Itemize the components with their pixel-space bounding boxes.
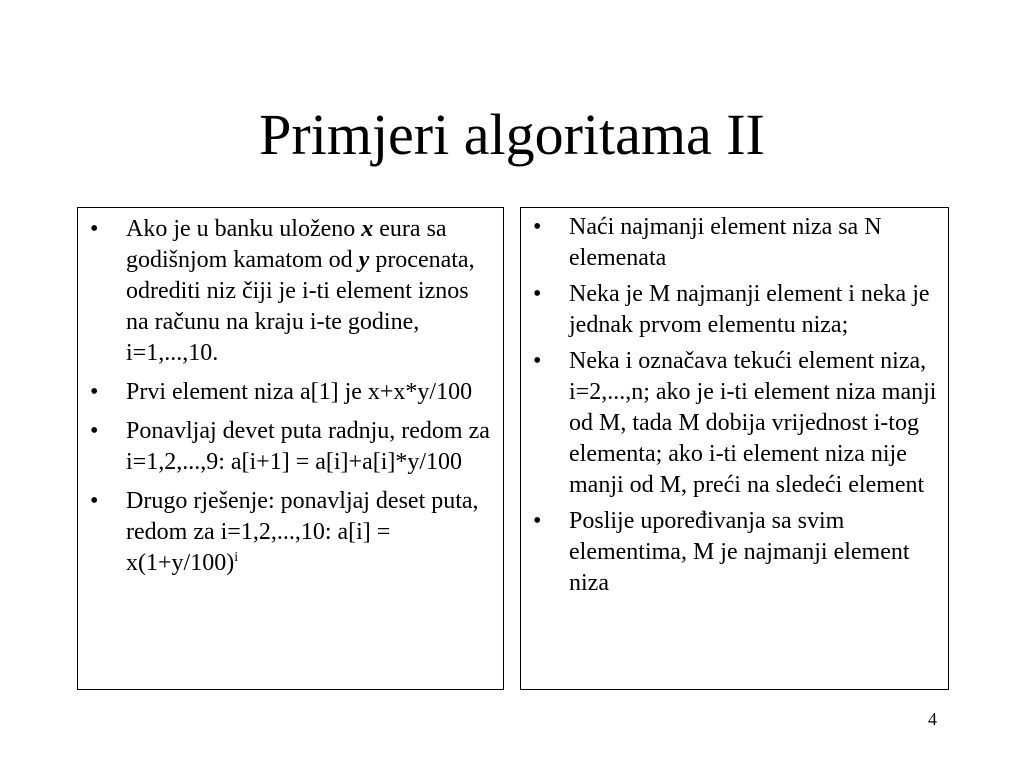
list-item [531, 212, 940, 274]
variable-x: x [361, 216, 374, 242]
bullet-icon: • [90, 379, 99, 405]
bullet-text: Ako je u banku uloženo [126, 216, 362, 242]
bullet-text: Prvi element niza a[1] je x+x*y/100 [126, 379, 473, 405]
list-item [88, 214, 495, 369]
bullet-text: Neka je M najmanji element i neka je jednak prvom elementu niza; [569, 281, 930, 338]
bullet-text: Naći najmanji element niza sa N elemenata [569, 214, 882, 271]
right-bullet-list [521, 208, 948, 599]
left-text-box [77, 207, 504, 690]
bullet-icon: • [533, 281, 542, 307]
slide-title: Primjeri algoritama II [259, 102, 765, 167]
left-bullet-list [78, 208, 503, 579]
bullet-text: Drugo rješenje: ponavljaj deset puta, redom za i=1,2,...,10: a[i] = x(1+y/100) [126, 488, 479, 576]
list-item [531, 346, 940, 501]
list-item [531, 506, 940, 599]
bullet-icon: • [533, 214, 542, 240]
list-item [88, 377, 495, 408]
page-number: 4 [928, 709, 937, 729]
bullet-icon: • [533, 508, 542, 534]
bullet-icon: • [90, 216, 99, 242]
variable-y: y [358, 247, 370, 273]
list-item [88, 416, 495, 478]
right-text-box [520, 207, 949, 690]
superscript-i: i [234, 550, 239, 565]
bullet-text: Neka i označava tekući element niza, i=2,...,n; ako je i-ti element niza manji od M, tada M dobija vrijednost i-tog elementa; ako i-ti element niza nije manji od M, preći na sledeći element [569, 348, 937, 498]
bullet-text: procenata, odrediti niz čiji je i-ti element iznos na računu na kraju i-te godine, i=1,...,10. [126, 247, 475, 366]
bullet-icon: • [90, 488, 99, 514]
bullet-icon: • [533, 348, 542, 374]
list-item [88, 486, 495, 579]
bullet-text: eura sa godišnjom kamatom od [126, 216, 447, 273]
bullet-text: Ponavljaj devet puta radnju, redom za i=1,2,...,9: a[i+1] = a[i]+a[i]*y/100 [126, 418, 490, 475]
bullet-text: Poslije upoređivanja sa svim elementima, M je najmanji element niza [569, 508, 910, 596]
bullet-icon: • [90, 418, 99, 444]
list-item [531, 279, 940, 341]
